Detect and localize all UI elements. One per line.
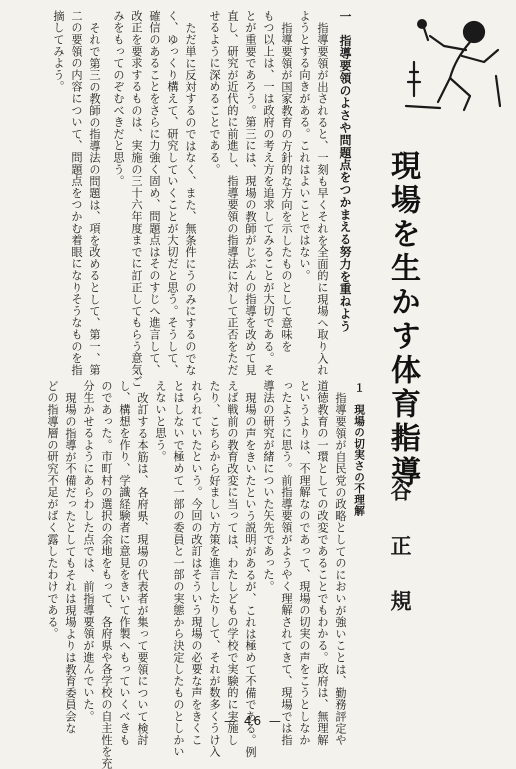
section1-line: 改正を要求するものは、実施の三十六年度までに訂正してもらう意気ご [130,10,143,388]
section1-line: せるように深めることである。 [208,10,221,176]
section1-heading: 一 指導要領のよさや問題点をつかまえる努力を重ねよう [338,10,352,333]
sports-figure-illustration [400,6,512,116]
section1-line: ただ単に反対するのではなく、また、無条件にうのみにするのでな [184,22,197,376]
section2-line: れられていたという。今回の改訂はそういう現場の必要な声をきくこ [190,380,203,746]
section1-line: 直し、研究が近代的に前進し、指導要領の指導法に対して正否をただ [226,10,239,376]
author-name: 土谷正規 [388,425,412,645]
section2-line: えば戦前の教育改変に当っては、わたしどもの学校で実験的に実施し [226,380,239,746]
section1-line: 指導要領が出されると、一刻も早くそれを全面的に現場へ取り入れ [316,22,329,376]
section1-line: それで第三の教師の指導法の問題は、項を改めるとして、第一、第 [88,22,101,376]
section1-line: もつ以上は、一は政府の考え方を追求してみることが大切である。そ [262,10,275,376]
section2-line: 道徳教育の一環としての改変であることでもわかる。政府は、無理解 [316,380,329,746]
section1-line: とが重要であろう。第三には、現場の教師がじぶんの指導を改めて見 [244,10,257,376]
section2-line: 分生かせるようにあらわした点では、前指導要領が進んでいた。 [82,380,95,723]
section2-line: ったように思う。前指導要領がようやく理解されてきて、現場では指 [280,380,293,746]
article-title: 現場を生かす体育指導 [385,150,420,490]
section2-line: 指導要領が自民党の政略としてのにおいが強いことは、勤務評定や [334,392,347,746]
section2-line: 現場の指導が不備だったとしてもそれは現場よりは教育委員会な [64,392,77,735]
section1-line: みをもってのぞむべきだと思う。 [112,10,125,187]
section2-line: えないと思う。 [154,380,167,463]
section2-line: のであった。市町村の選択の余地をもって、各府県や各学校の自主性を充 [100,380,113,769]
section1-line: 確信のあることをさらに力強く固め、問題点はそのすじへ進言して、 [148,10,161,376]
section1-line: ようとする向きがある。これはよいことではない。 [298,10,311,282]
section2-line: たり、こちらから好ましい方策を進言したりして、それが数多くうけ入 [208,380,221,758]
section2-line: 改訂する本筋は、各府県、現場の代表者が集って要領について検討 [136,392,149,746]
section2-line: 導法の研究が緒についた矢先であった。 [262,380,275,593]
section1-line: 二の要領の内容について、問題点をつかむ着眼になりそうなものを指 [70,10,83,376]
section1-line: 指導要領が国家教育の方針的な方向を示したものとして意味を [280,22,293,353]
page-number: — 46 — [224,714,283,728]
section2-line: 現場の声をきいたという説明があるが、これは極めて不備である。例 [244,392,257,758]
section2-line: とはしないで極めて一部の委員と一部の実態から決定したものとしかい [172,380,185,758]
section1-line: 摘してみよう。 [52,10,65,93]
section1-line: く、ゆっくり構えて、研究していくことが大切だと思う。そうして、 [166,10,179,376]
section2-line: どの指導層の研究不足がばく露したわけである。 [46,380,59,640]
section2-line: というよりは、不理解なのであって、現場の切実の声をこうとしなか [298,380,311,746]
section2-line: し、構想を作り、学識経験者に意見をきいて作製へもっていくべきも [118,380,131,746]
section2-heading: １ 現場の切実さの不理解 [353,382,365,517]
